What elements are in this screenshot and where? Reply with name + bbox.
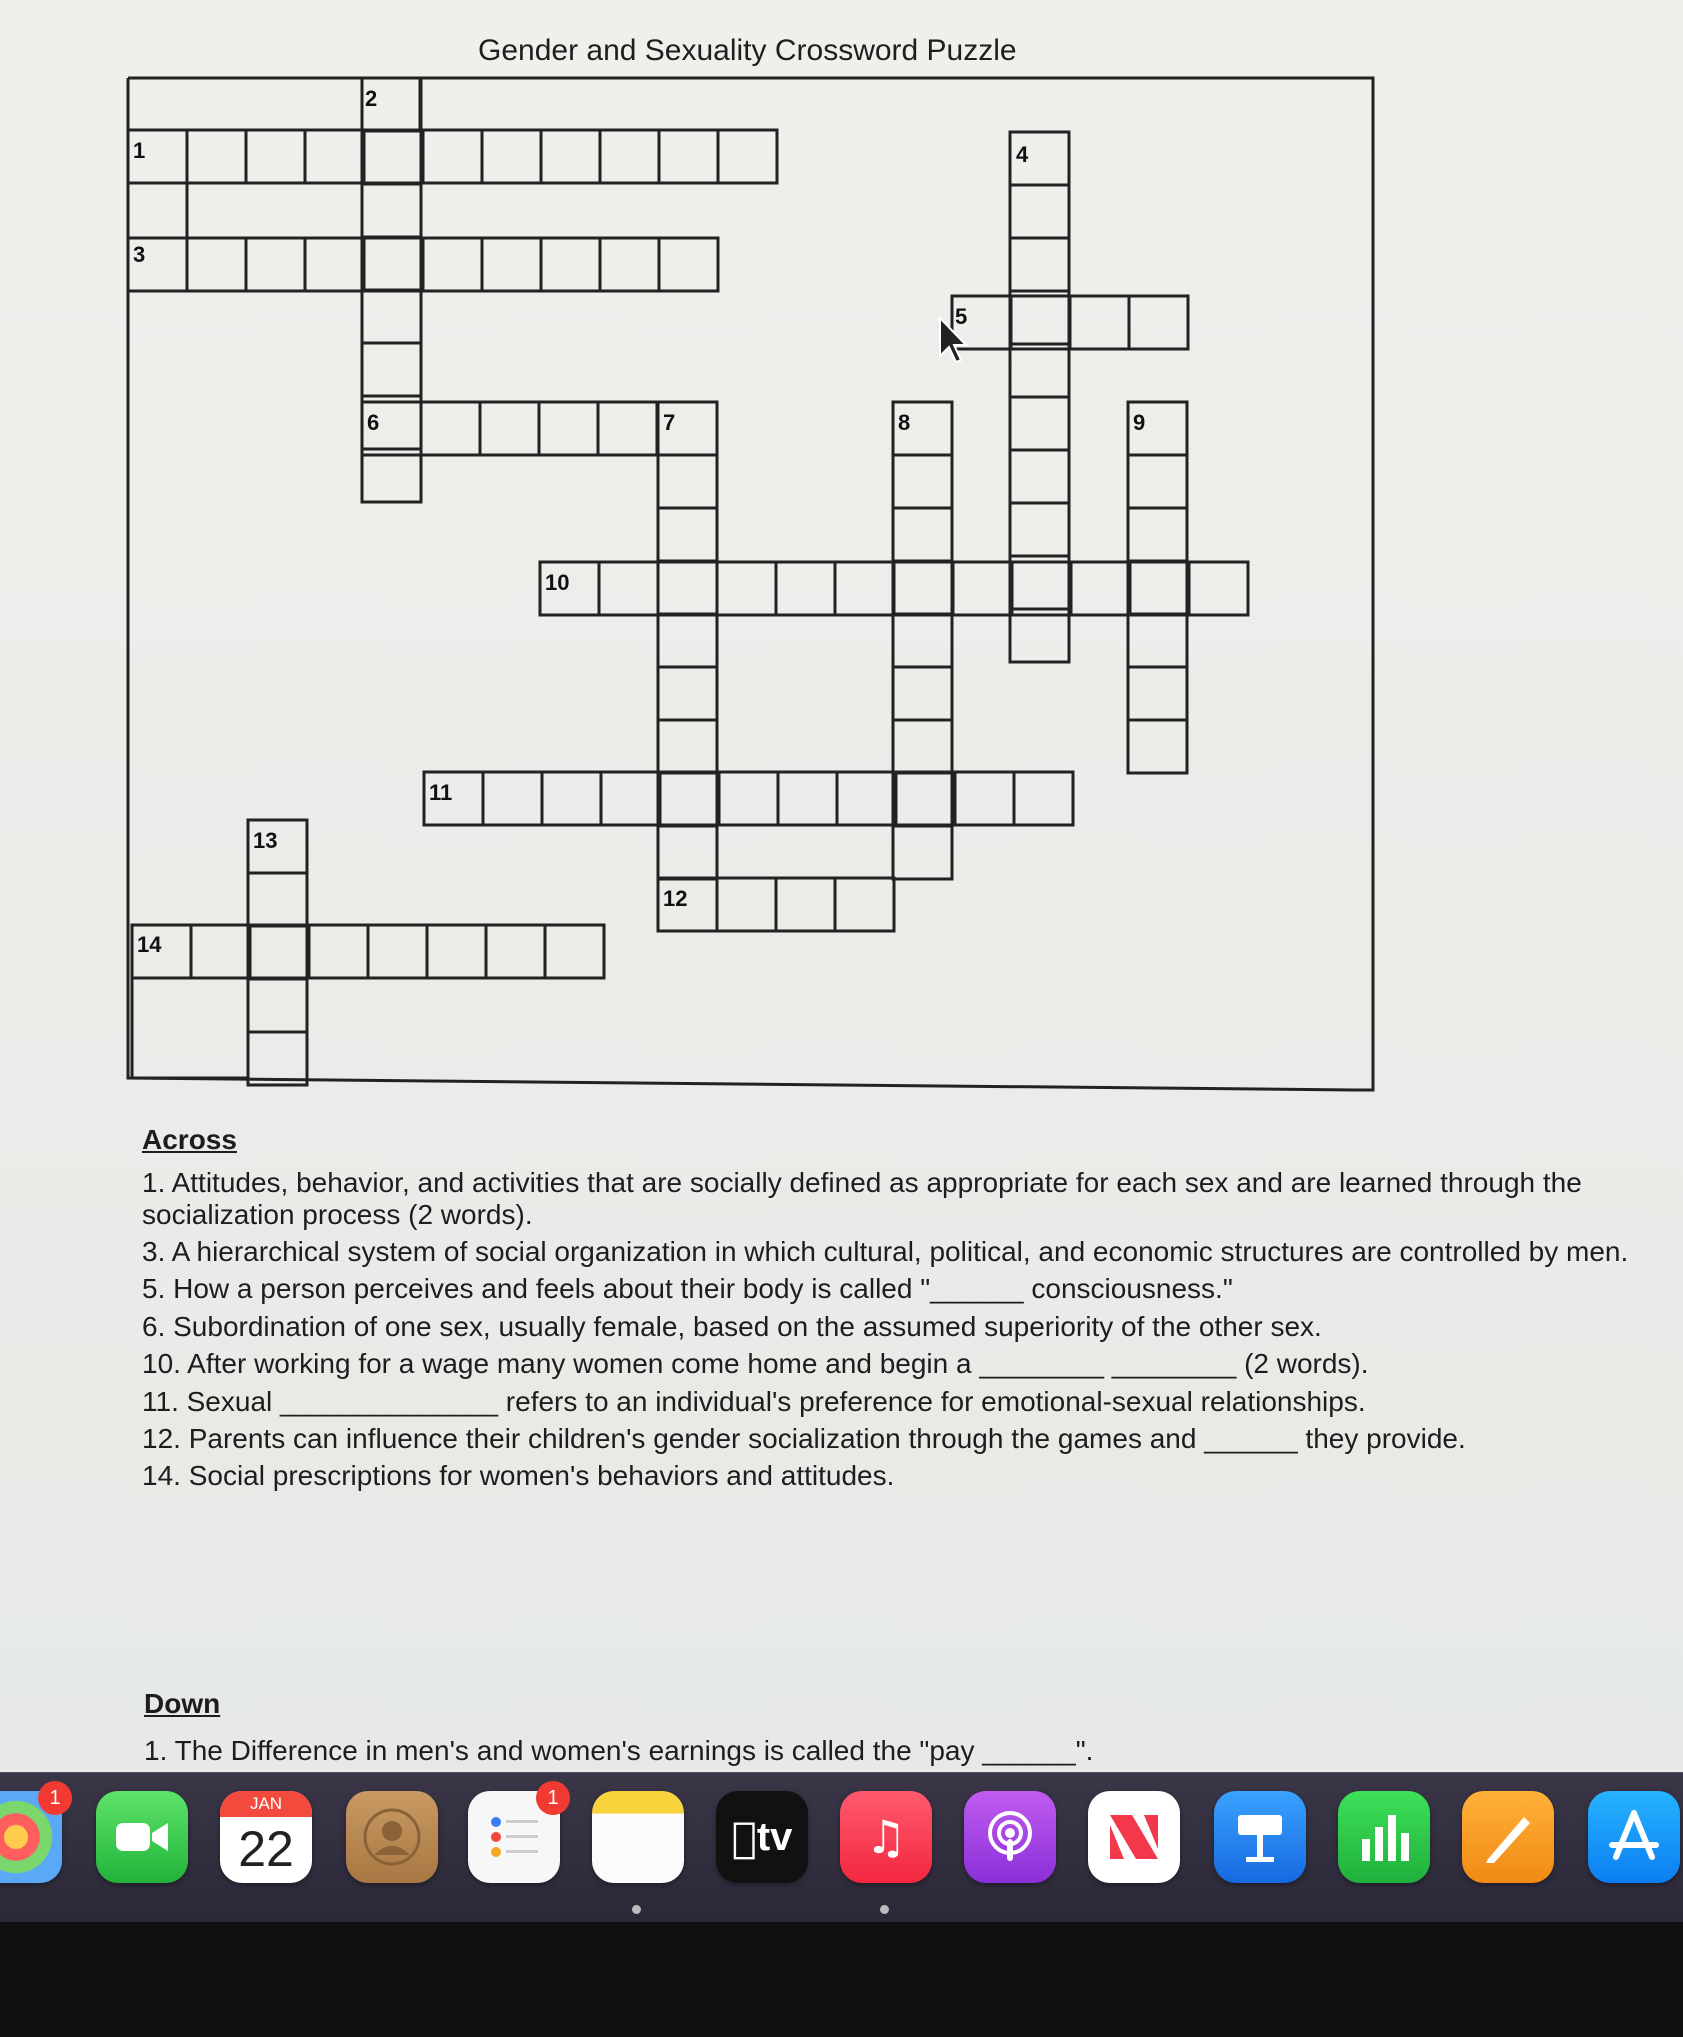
crossword-cell[interactable]: [955, 772, 1014, 825]
crossword-cell[interactable]: [191, 925, 250, 978]
crossword-cell[interactable]: [1128, 455, 1187, 508]
crossword-cell[interactable]: [893, 826, 952, 879]
crossword-cell[interactable]: [128, 183, 187, 238]
news-icon[interactable]: [1088, 1791, 1180, 1883]
crossword-cell[interactable]: [486, 925, 545, 978]
crossword-cell[interactable]: [1014, 772, 1073, 825]
crossword-cell[interactable]: [1011, 296, 1070, 349]
crossword-cell[interactable]: [132, 978, 248, 1078]
across-clue-14: 14. Social prescriptions for women's behaviors and attitudes.: [142, 1460, 895, 1492]
crossword-cell[interactable]: [541, 238, 600, 291]
crossword-cell[interactable]: [717, 562, 776, 615]
across-clue-1: 1. Attitudes, behavior, and activities that are socially defined as appropriate for each sex and are learned through the socialization process (2 words).: [142, 1167, 1582, 1230]
crossword-cell[interactable]: [305, 130, 364, 183]
crossword-cell[interactable]: [658, 508, 717, 561]
crossword-cell[interactable]: [1071, 562, 1130, 615]
crossword-cell[interactable]: [1129, 296, 1188, 349]
crossword-cell[interactable]: [482, 130, 541, 183]
grid-number-11: 11: [429, 780, 453, 805]
desk-surface: [0, 1922, 1683, 2037]
crossword-cell[interactable]: [1128, 614, 1187, 667]
across-clues: [142, 1124, 1683, 1498]
across-clue-3: 3. A hierarchical system of social organization in which cultural, political, and economic structures are controlled by men.: [142, 1236, 1629, 1268]
crossword-cell[interactable]: [658, 773, 717, 826]
grid-number-12: 12: [663, 886, 688, 911]
crossword-cell[interactable]: [776, 878, 835, 931]
puzzle-title: Gender and Sexuality Crossword Puzzle: [478, 34, 1017, 67]
crossword-cell[interactable]: [1128, 561, 1187, 614]
notes-icon[interactable]: [592, 1791, 684, 1883]
calendar-month: JAN: [220, 1791, 312, 1817]
grid-number-6: 6: [367, 410, 380, 435]
reminders-badge: 1: [536, 1781, 570, 1815]
crossword-cell[interactable]: [427, 925, 486, 978]
crossword-cell[interactable]: [482, 238, 541, 291]
grid-number-1: 1: [133, 138, 146, 163]
crossword-cell[interactable]: [362, 237, 421, 290]
grid-number-3: 3: [133, 242, 146, 267]
crossword-cell[interactable]: [717, 878, 776, 931]
grid-number-5: 5: [955, 304, 968, 329]
crossword-cell[interactable]: [598, 402, 657, 455]
crossword-cell[interactable]: [776, 562, 835, 615]
crossword-cell[interactable]: [893, 455, 952, 508]
notes-running-dot: [632, 1905, 641, 1914]
crossword-cell[interactable]: [539, 402, 598, 455]
crossword-cell[interactable]: [421, 402, 480, 455]
crossword-cell[interactable]: [601, 772, 660, 825]
crossword-cell[interactable]: [364, 238, 423, 291]
crossword-cell[interactable]: [893, 508, 952, 561]
contacts-icon[interactable]: [346, 1791, 438, 1883]
numbers-icon[interactable]: [1338, 1791, 1430, 1883]
crossword-cell[interactable]: [658, 720, 717, 773]
crossword-cell[interactable]: [1128, 720, 1187, 773]
crossword-cell[interactable]: [658, 614, 717, 667]
down-clue-1: 1. The Difference in men's and women's earnings is called the "pay ______".: [144, 1735, 1094, 1766]
grid-number-13: 13: [253, 828, 278, 853]
grid-number-9: 9: [1133, 410, 1146, 435]
crossword-cell[interactable]: [1010, 450, 1069, 503]
crossword-cell[interactable]: [1010, 185, 1069, 238]
crossword-cell[interactable]: [659, 238, 718, 291]
crossword-cell[interactable]: [1010, 397, 1069, 450]
crossword-cell[interactable]: [423, 238, 482, 291]
crossword-cell[interactable]: [599, 562, 658, 615]
crossword-cell[interactable]: [480, 402, 539, 455]
crossword-cell[interactable]: [837, 772, 896, 825]
crossword-cell[interactable]: [362, 290, 421, 343]
crossword-cell[interactable]: [1189, 562, 1248, 615]
music-running-dot: [880, 1905, 889, 1914]
crossword-cell[interactable]: [541, 130, 600, 183]
crossword-cell[interactable]: [893, 561, 952, 614]
grid-number-10: 10: [545, 570, 570, 595]
crossword-cell[interactable]: [250, 925, 309, 978]
crossword-cell[interactable]: [545, 925, 604, 978]
crossword-cell[interactable]: [309, 925, 368, 978]
crossword-cell[interactable]: [248, 926, 307, 979]
grid-number-2: 2: [365, 86, 378, 111]
crossword-cell[interactable]: [1010, 344, 1069, 397]
crossword-cell[interactable]: [953, 562, 1012, 615]
crossword-cell[interactable]: [246, 130, 305, 183]
apple-tv-icon[interactable]: [716, 1791, 808, 1883]
crossword-cell[interactable]: [1128, 508, 1187, 561]
crossword-cell[interactable]: [1010, 556, 1069, 609]
crossword-cell[interactable]: [835, 562, 894, 615]
apple-tv-label: tv: [744, 1814, 780, 1859]
crossword-cell[interactable]: [248, 873, 307, 926]
crossword-cell[interactable]: [248, 979, 307, 1032]
grid-number-8: 8: [898, 410, 911, 435]
crossword-cell[interactable]: [1010, 503, 1069, 556]
crossword-cell[interactable]: [893, 667, 952, 720]
crossword-cell[interactable]: [835, 878, 894, 931]
crossword-cell[interactable]: [1128, 667, 1187, 720]
across-clue-11: 11. Sexual ______________ refers to an individual's preference for emotional-sexual relationships.: [142, 1385, 1366, 1417]
keynote-icon[interactable]: [1214, 1791, 1306, 1883]
photos-icon[interactable]: [0, 1786, 62, 1883]
crossword-cell[interactable]: [368, 925, 427, 978]
crossword-cell[interactable]: [362, 343, 421, 396]
crossword-cell[interactable]: [483, 772, 542, 825]
across-heading: Across: [142, 1124, 237, 1155]
crossword-cell[interactable]: [658, 562, 717, 615]
crossword-cell[interactable]: [187, 130, 246, 183]
crossword-cell[interactable]: [660, 772, 719, 825]
crossword-cell[interactable]: [305, 238, 364, 291]
music-icon[interactable]: ♫: [840, 1791, 932, 1883]
crossword-cell[interactable]: [896, 772, 955, 825]
crossword-cell[interactable]: [1012, 562, 1071, 615]
across-clue-12: 12. Parents can influence their children's gender socialization through the games and ______ they provide.: [142, 1422, 1466, 1454]
app-store-icon[interactable]: [1588, 1791, 1680, 1883]
crossword-cell[interactable]: [894, 562, 953, 615]
calendar-icon[interactable]: [220, 1791, 312, 1883]
down-heading: Down: [144, 1688, 221, 1719]
crossword-cell[interactable]: [362, 449, 421, 502]
pages-icon[interactable]: [1462, 1791, 1554, 1883]
crossword-cell[interactable]: [600, 238, 659, 291]
crossword-cell[interactable]: [778, 772, 837, 825]
across-clue-10: 10. After working for a wage many women come home and begin a ________ ________ (2 words).: [142, 1348, 1369, 1380]
crossword-cell[interactable]: [659, 130, 718, 183]
crossword-cell[interactable]: [248, 1032, 307, 1085]
crossword-cell[interactable]: [1010, 238, 1069, 291]
crossword-cell[interactable]: [893, 614, 952, 667]
grid-number-7: 7: [663, 410, 676, 435]
crossword-cell[interactable]: [893, 720, 952, 773]
calendar-day: 22: [238, 1821, 294, 1877]
crossword-cell[interactable]: [423, 130, 482, 183]
crossword-cell[interactable]: [658, 455, 717, 508]
reminders-icon[interactable]: [468, 1786, 560, 1883]
crossword-cell[interactable]: [1130, 562, 1189, 615]
facetime-icon[interactable]: [96, 1791, 188, 1883]
crossword-cell[interactable]: [1010, 291, 1069, 344]
crossword-cell[interactable]: [187, 238, 246, 291]
crossword-cell[interactable]: [658, 826, 717, 879]
crossword-cell[interactable]: [362, 131, 421, 184]
crossword-cell[interactable]: [1010, 609, 1069, 662]
dock: [0, 1772, 1683, 1923]
crossword-cell[interactable]: [364, 130, 423, 183]
crossword-cell[interactable]: [362, 184, 421, 237]
grid-cells: [128, 78, 1248, 1085]
grid-number-4: 4: [1016, 142, 1029, 167]
across-clue-6: 6. Subordination of one sex, usually female, based on the assumed superiority of the other sex.: [142, 1310, 1322, 1342]
crossword-cell[interactable]: [893, 773, 952, 826]
crossword-cell[interactable]: [719, 772, 778, 825]
crossword-cell[interactable]: [658, 561, 717, 614]
crossword-cell[interactable]: [542, 772, 601, 825]
crossword-cell[interactable]: [658, 667, 717, 720]
crossword-cell[interactable]: [246, 238, 305, 291]
grid-number-14: 14: [137, 932, 162, 957]
across-clue-5: 5. How a person perceives and feels about their body is called "______ consciousness.": [142, 1273, 1233, 1305]
crossword-cell[interactable]: [600, 130, 659, 183]
crossword-cell[interactable]: [718, 130, 777, 183]
crossword-cell[interactable]: [1070, 296, 1129, 349]
podcasts-icon[interactable]: [964, 1791, 1056, 1883]
photos-badge: 1: [38, 1781, 72, 1815]
